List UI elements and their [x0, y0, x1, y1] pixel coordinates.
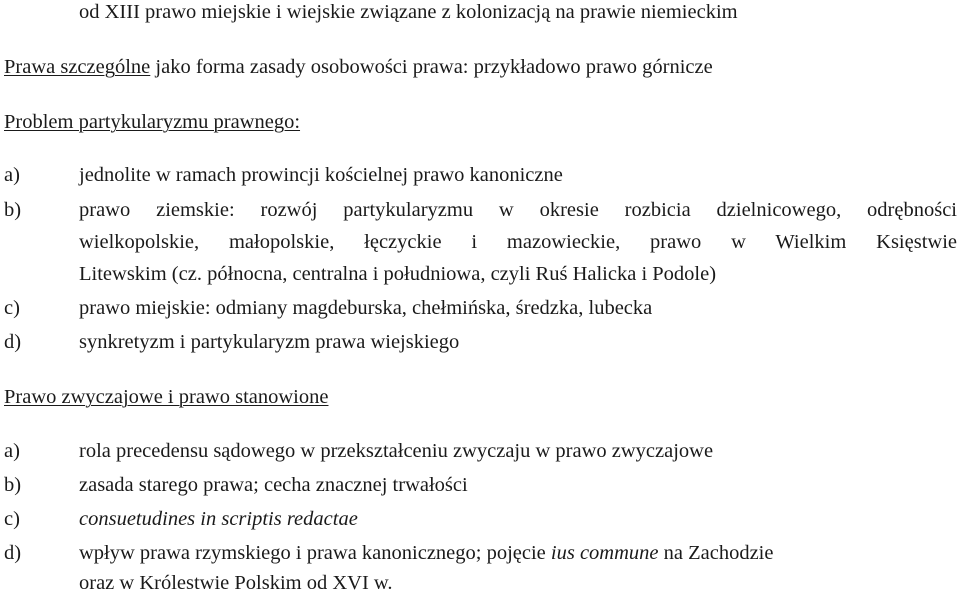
prawa-szczegolne-text: jako forma zasady osobowości prawa: przykładowo prawo górnicze — [150, 56, 713, 78]
list-item-text: Litewskim (cz. północna, centralna i południowa, czyli Ruś Halicka i Podole) — [79, 263, 717, 285]
list-marker: a) — [4, 164, 20, 186]
list-marker: d) — [4, 331, 22, 353]
list-item-text — [79, 541, 773, 565]
list-marker: b) — [4, 474, 22, 496]
list-marker: c) — [4, 508, 20, 530]
list-item-text: zasada starego prawa; cecha znacznej trwałości — [79, 474, 468, 496]
list-marker: a) — [4, 440, 20, 462]
list-item-text: jednolite w ramach prowincji kościelnej prawo kanoniczne — [79, 164, 563, 186]
text-after: na Zachodzie — [658, 542, 774, 564]
list-item-text: synkretyzm i partykularyzm prawa wiejskiego — [79, 331, 460, 353]
list-item-text — [79, 507, 358, 531]
prawa-szczegolne-paragraph — [4, 55, 713, 79]
list-item-text: prawo miejskie: odmiany magdeburska, chełmińska, średzka, lubecka — [79, 297, 653, 319]
prawa-szczegolne-link[interactable]: Prawa szczególne — [4, 56, 151, 78]
list-item-text: oraz w Królestwie Polskim od XVI w. — [79, 572, 393, 594]
list-marker: c) — [4, 297, 20, 319]
list-item-text: rola precedensu sądowego w przekształceniu zwyczaju w prawo zwyczajowe — [79, 440, 714, 462]
list-item-text: prawo ziemskie: rozwój partykularyzmu w okresie rozbicia dzielnicowego, odrębności — [79, 199, 957, 221]
list-marker: d) — [4, 542, 22, 564]
latin-phrase: ius commune — [550, 542, 659, 564]
list-marker: b) — [4, 199, 22, 221]
latin-phrase: consuetudines in scriptis redactae — [79, 508, 358, 530]
zwyczajowe-heading[interactable]: Prawo zwyczajowe i prawo stanowione — [4, 386, 329, 408]
list-item-text: wielkopolskie, małopolskie, łęczyckie i mazowieckie, prawo w Wielkim Księstwie — [79, 231, 957, 253]
text-before: wpływ prawa rzymskiego i prawa kanonicznego; pojęcie — [79, 542, 551, 564]
intro-line: od XIII prawo miejskie i wiejskie związane z kolonizacją na prawie niemieckim — [79, 1, 738, 23]
partykularyzm-heading[interactable]: Problem partykularyzmu prawnego: — [4, 111, 301, 133]
